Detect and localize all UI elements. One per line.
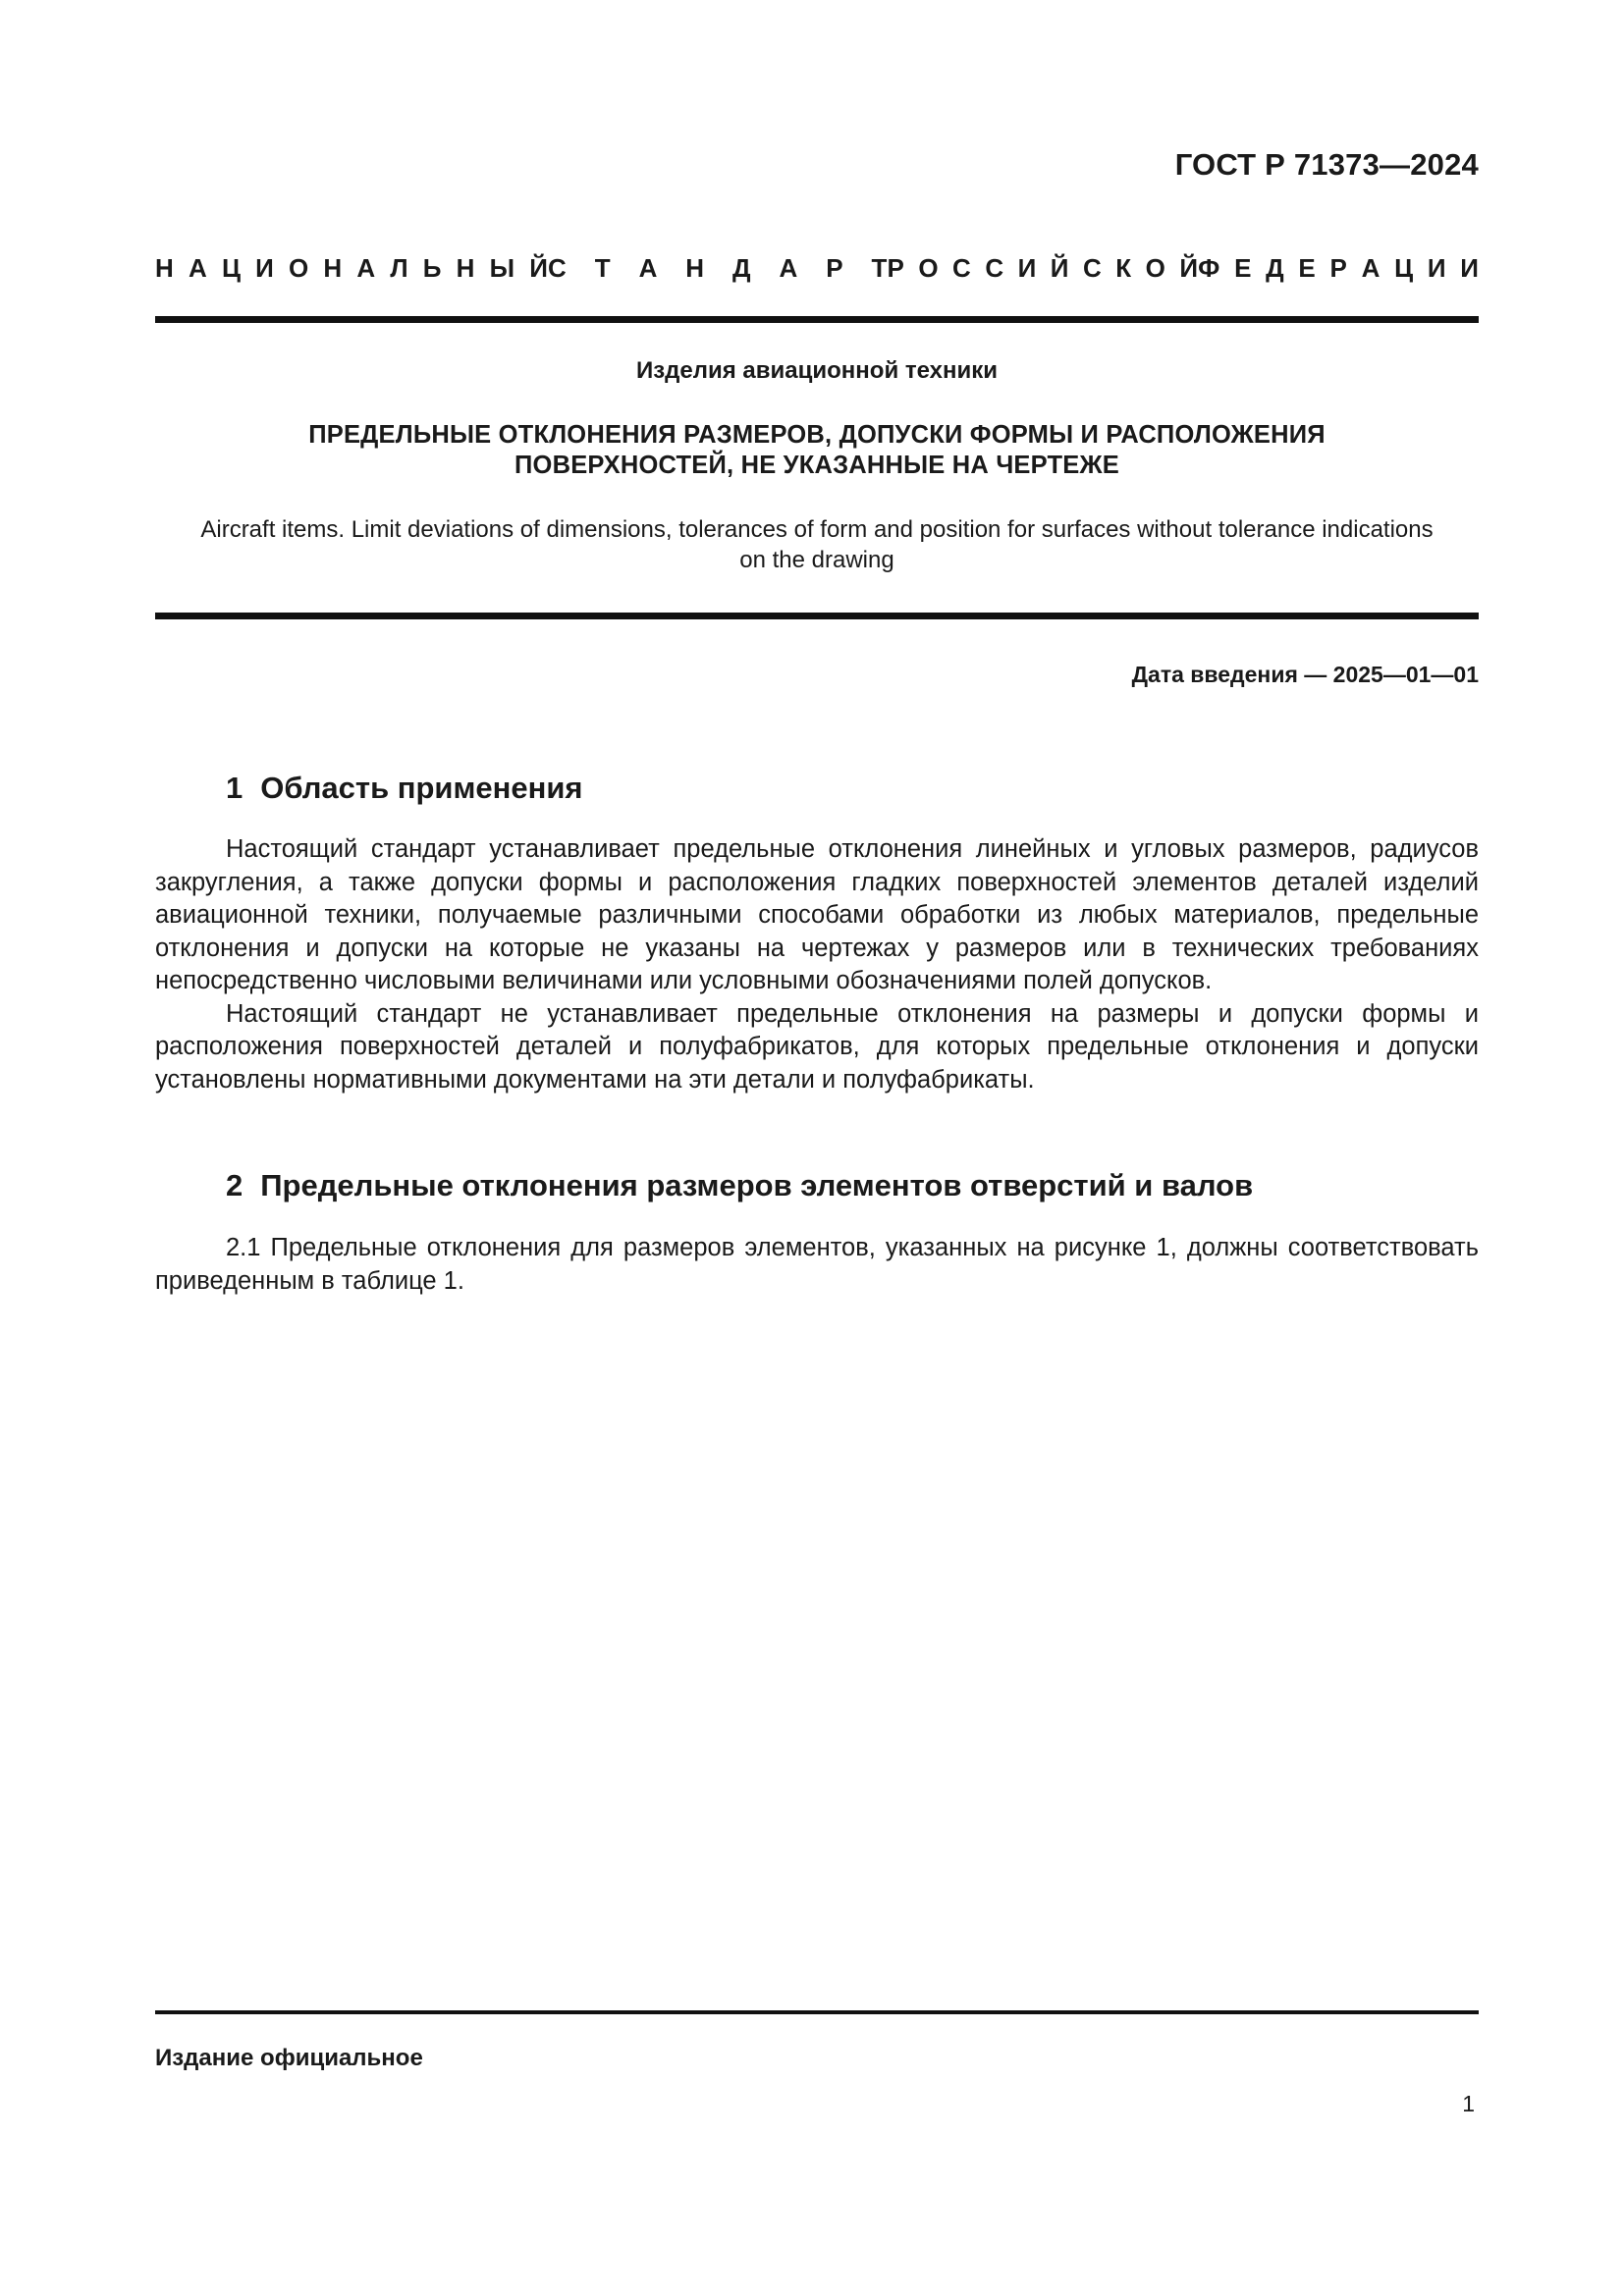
document-title-en: [155, 514, 1479, 575]
banner-letter: Ф: [1198, 253, 1220, 283]
banner-letter: Н: [456, 253, 475, 283]
section-2-body: [155, 1232, 1479, 1298]
official-edition-label: Издание официальное: [155, 2045, 423, 2071]
banner-letter: Ь: [422, 253, 442, 283]
banner-letter: Ц: [221, 253, 241, 283]
banner-letter: И: [1460, 253, 1479, 283]
national-standard-word-2: [548, 253, 887, 284]
banner-letter: И: [255, 253, 274, 283]
national-standard-line: [155, 253, 1479, 284]
banner-letter: Р: [887, 253, 904, 283]
banner-letter: Ц: [1394, 253, 1414, 283]
document-title-ru-line-2: ПОВЕРХНОСТЕЙ, НЕ УКАЗАННЫЕ НА ЧЕРТЕЖЕ: [514, 452, 1119, 479]
national-standard-word-4: [1198, 253, 1479, 284]
banner-letter: Й: [1179, 253, 1199, 283]
document-page: [155, 0, 1479, 2296]
banner-letter: К: [1115, 253, 1132, 283]
banner-letter: О: [918, 253, 939, 283]
banner-letter: О: [1145, 253, 1165, 283]
section-2-paragraph-1: 2.1 Предельные отклонения для размеров элементов, указанных на рисунке 1, должны соответствовать приведенным в таблице 1.: [155, 1234, 1479, 1295]
banner-letter: Е: [1298, 253, 1316, 283]
banner-letter: А: [638, 253, 658, 283]
national-standard-word-3: [887, 253, 1198, 284]
document-title-en-line-2: on the drawing: [739, 547, 894, 573]
banner-letter: О: [289, 253, 309, 283]
footer-divider: [155, 2010, 1479, 2014]
document-title-ru-line-1: ПРЕДЕЛЬНЫЕ ОТКЛОНЕНИЯ РАЗМЕРОВ, ДОПУСКИ ФОРМЫ И РАСПОЛОЖЕНИЯ: [308, 421, 1326, 449]
banner-letter: Й: [529, 253, 548, 283]
banner-letter: Д: [732, 253, 751, 283]
section-2-title: Предельные отклонения размеров элементов отверстий и валов: [260, 1168, 1254, 1202]
section-1-number: 1: [226, 771, 244, 805]
page-number: 1: [1462, 2091, 1475, 2116]
document-title-en-line-1: Aircraft items. Limit deviations of dimensions, tolerances of form and position for surfaces without tolerance indications: [200, 516, 1434, 543]
banner-letter: С: [1082, 253, 1102, 283]
banner-letter: Р: [1329, 253, 1347, 283]
section-1-paragraph-1: Настоящий стандарт устанавливает предельные отклонения линейных и угловых размеров, радиусов закругления, а также допуски формы и расположения гладких поверхностей элементов деталей изделий авиационной техники, получаемые различными способами обработки из любых материалов, предельные отклонения и допуски на которые не указаны на чертежах у размеров или в технических требованиях непосредственно числовыми величинами или условными обозначениями полей допусков.: [155, 835, 1479, 994]
banner-letter: И: [1427, 253, 1446, 283]
top-divider: [155, 316, 1479, 323]
section-1-paragraph-2: Настоящий стандарт не устанавливает предельные отклонения на размеры и допуски формы и расположения поверхностей деталей и полуфабрикатов, для которых предельные отклонения и допуски установлены нормативными документами на эти детали и полуфабрикаты.: [155, 999, 1479, 1094]
introduction-date: Дата введения — 2025—01—01: [1131, 662, 1479, 687]
banner-letter: Ы: [489, 253, 515, 283]
banner-letter: Т: [594, 253, 611, 283]
banner-letter: Л: [390, 253, 408, 283]
section-2-heading: [226, 1168, 1253, 1203]
banner-letter: Н: [323, 253, 343, 283]
section-2-number: 2: [226, 1168, 244, 1202]
document-id: ГОСТ Р 71373—2024: [1174, 147, 1479, 182]
banner-letter: Н: [685, 253, 705, 283]
document-subject: Изделия авиационной техники: [635, 357, 999, 384]
banner-letter: Т: [871, 253, 888, 283]
banner-letter: Й: [1050, 253, 1069, 283]
banner-letter: А: [188, 253, 207, 283]
banner-letter: А: [1361, 253, 1380, 283]
banner-letter: А: [779, 253, 798, 283]
banner-letter: А: [356, 253, 376, 283]
national-standard-word-1: [155, 253, 548, 284]
banner-letter: С: [985, 253, 1004, 283]
title-divider: [155, 613, 1479, 619]
banner-letter: Е: [1234, 253, 1252, 283]
banner-letter: Д: [1266, 253, 1284, 283]
document-title-ru: [155, 420, 1479, 481]
section-1-title: Область применения: [260, 771, 583, 805]
section-1-body: [155, 833, 1479, 1096]
banner-letter: Р: [826, 253, 843, 283]
banner-letter: И: [1017, 253, 1037, 283]
section-1-heading: [226, 771, 583, 806]
banner-letter: С: [548, 253, 567, 283]
banner-letter: С: [952, 253, 971, 283]
banner-letter: Н: [155, 253, 174, 283]
